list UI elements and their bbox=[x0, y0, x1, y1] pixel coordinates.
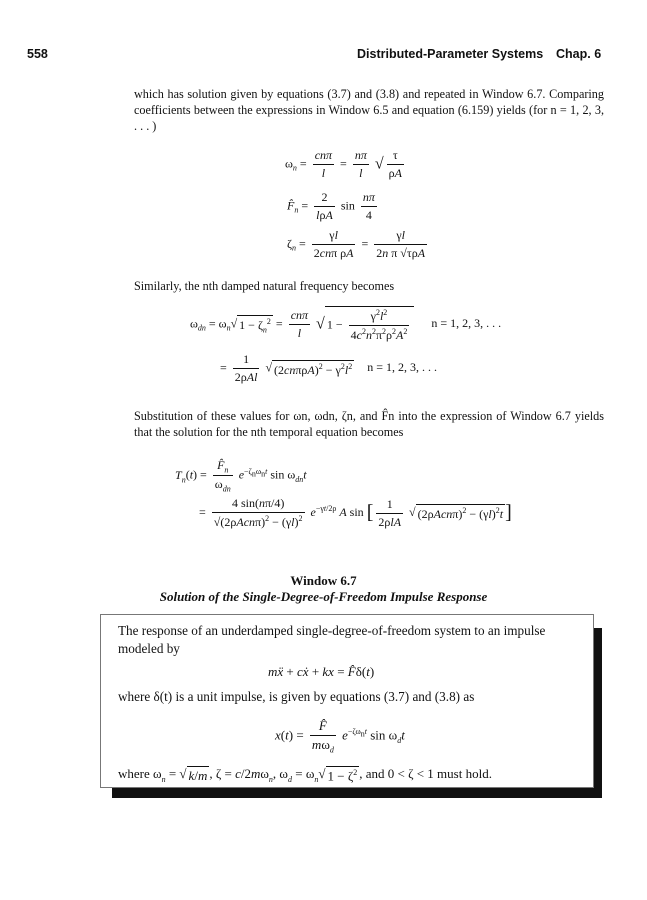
section-title: Distributed-Parameter Systems bbox=[357, 47, 544, 61]
window-conditions: where $\omega_n$ = √ k/m , $\zeta = c/2m\omega_n$, $\omega_d = \omega_n√$ $1 - \zeta^2$ , and 0 < ζ < 1 must hold. bbox=[118, 766, 492, 784]
n-range-label-2: n = 1, 2, 3, . . . bbox=[367, 360, 437, 375]
chapter-label: Chap. 6 bbox=[556, 47, 602, 61]
page-number: 558 bbox=[27, 47, 48, 61]
paragraph-damped-frequency: Similarly, the nth damped natural frequency becomes bbox=[134, 279, 395, 293]
n-range-label: n = 1, 2, 3, . . . bbox=[431, 316, 502, 331]
paragraph-substitution: Substitution of these values for ωn, ωdn, ζn, and F̂n into the expression of Window 6.7 yields that the solution for the nth temporal equation becomes bbox=[134, 409, 604, 439]
window-subtitle: Solution of the Single-Degree-of-Freedom Impulse Response bbox=[159, 589, 488, 604]
equation-zeta-n: $\zeta_n$ = $\frac{\gamma l}{\text{2cnπ ρA}}$ = $\frac{\gamma l}{\text{2n π √τρA}}$ bbox=[287, 228, 426, 260]
equation-T-n: $T_n(t)$ = $\frac{F̂_n}{\omega_{dn}}$ $e^{-\zeta_n\omega_nt}$ $\sin \omega_{dn}t$ bbox=[175, 458, 307, 494]
window-text-where: where δ(t) is a unit impulse, is given by equations (3.7) and (3.8) as bbox=[118, 689, 475, 704]
equation-T-n-expanded: = $\frac{4 \sin(n\pi/4)}{√(2\rho Acn\pi)^2 - (\gamma l)^2}$ $e^{-\gamma t/2\rho}$ A sin [ $\frac{1}{\text{2ρlA}}$ √ $(2\rho Acn\pi)^2 - (\gamma l)^2t$ ] bbox=[199, 496, 512, 529]
window-label: Window 6.7 bbox=[290, 573, 357, 588]
window-text-intro: The response of an underdamped single-degree-of-freedom system to an impulse modeled by bbox=[118, 623, 546, 656]
equation-omega-dn: $\omega_{dn} = \omega_n√$ $1 - \zeta_n^2$ = $\frac{\text{cnπ}}{l}$ √ 1 − $\frac{\gamma^2l^2}{4c^2n^2\pi^2\rho^2A^2}$ n = 1, 2, 3, . . . bbox=[190, 308, 502, 342]
paragraph-intro: which has solution given by equations (3.7) and (3.8) and repeated in Window 6.7. Comparing coefficients between the expressions in Window 6.5 and equation (6.159) yields (for n = 1, 2, 3, . . . ) bbox=[134, 87, 604, 133]
equation-omega-dn-simplified: = $\frac{1}{\text{2ρAl}}$ √ $(2cn\pi\rho A)^2 - \gamma^2l^2$ n = 1, 2, 3, . . . bbox=[220, 352, 437, 384]
equation-x-t: x(t) = $\frac{F̂}{m\omega_d}$ $e^{-\zeta\omega_nt}$ $\sin \omega_dt$ bbox=[275, 718, 405, 755]
equation-omega-n: $\omega_n$ = $\frac{\text{cnπ}}{l}$ = $\frac{n\pi}{l}$ √ $\frac{\tau}{\rho A}$ bbox=[285, 148, 402, 180]
equation-F-n: $F̂_n$ = $\frac{2}{\text{lρA}}$ sin $\frac{n\pi}{4}$ bbox=[287, 190, 375, 222]
window-conditions-suffix: , and 0 < ζ < 1 must hold. bbox=[359, 766, 492, 782]
equation-motion: mẍ + cẋ + kx = F̂δ(t) bbox=[268, 664, 375, 679]
